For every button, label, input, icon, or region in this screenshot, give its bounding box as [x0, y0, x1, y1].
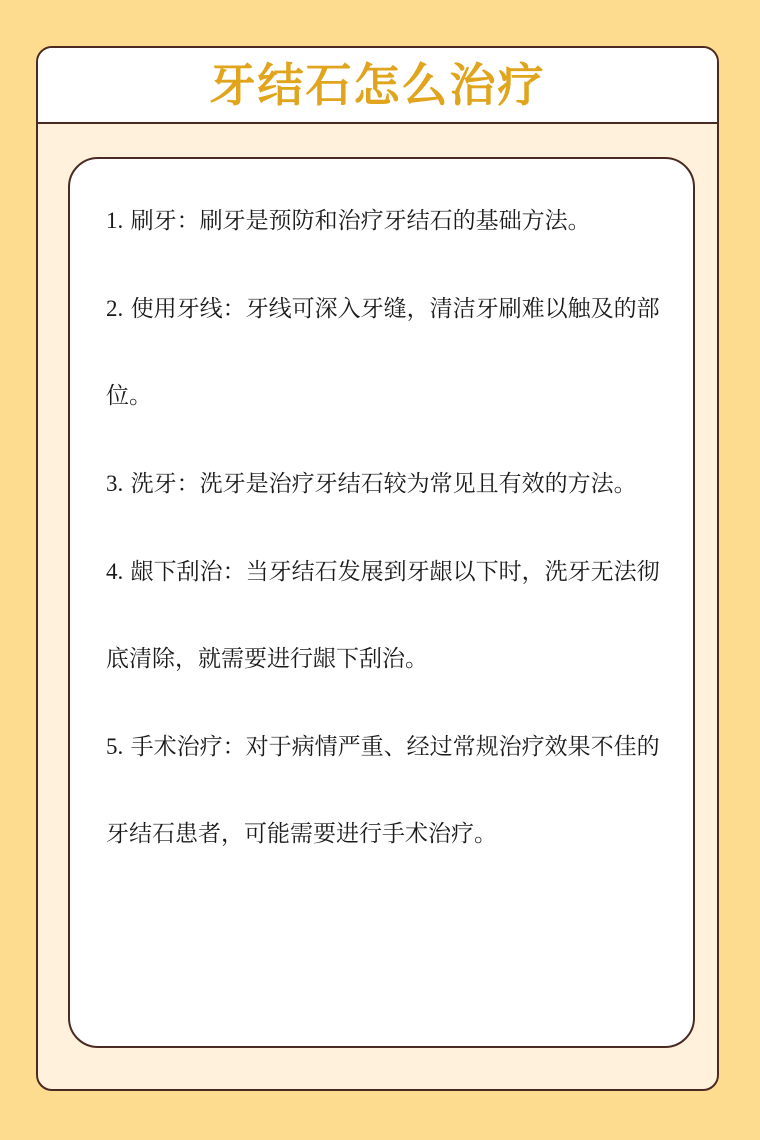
- content-panel: [68, 157, 695, 1048]
- treatment-list: [106, 177, 666, 878]
- item-number: 4.: [106, 559, 124, 584]
- header-bar: [38, 48, 717, 124]
- item-number: 3.: [106, 471, 124, 496]
- list-item-2: [106, 265, 666, 440]
- list-item-1: [106, 177, 666, 265]
- item-text: 手术治疗：对于病情严重、经过常规治疗效果不佳的牙结石患者，可能需要进行手术治疗。: [106, 734, 660, 847]
- item-number: 1.: [106, 208, 124, 233]
- item-text: 龈下刮治：当牙结石发展到牙龈以下时，洗牙无法彻底清除，就需要进行龈下刮治。: [106, 559, 660, 672]
- item-text: 洗牙：洗牙是治疗牙结石较为常见且有效的方法。: [130, 471, 637, 497]
- list-item-5: [106, 703, 666, 878]
- item-number: 5.: [106, 734, 124, 759]
- info-card: [36, 46, 719, 1091]
- item-number: 2.: [106, 296, 124, 321]
- list-item-3: [106, 440, 666, 528]
- item-text: 使用牙线：牙线可深入牙缝，清洁牙刷难以触及的部位。: [106, 296, 660, 409]
- page-title: 牙结石怎么治疗: [209, 58, 546, 112]
- list-item-4: [106, 528, 666, 703]
- item-text: 刷牙：刷牙是预防和治疗牙结石的基础方法。: [130, 208, 591, 234]
